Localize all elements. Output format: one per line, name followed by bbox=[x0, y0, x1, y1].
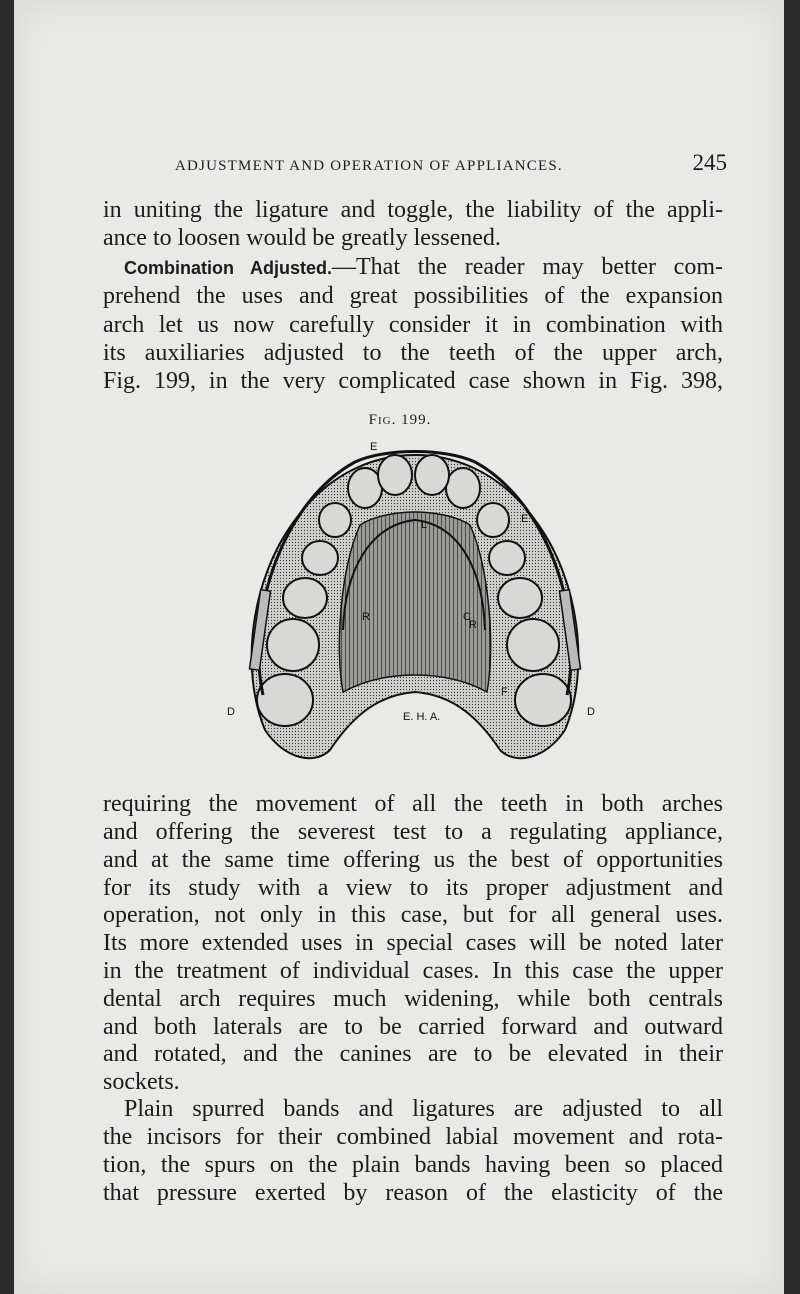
engraver-signature: E. H. A. bbox=[403, 711, 441, 723]
label-l: L bbox=[421, 519, 428, 531]
text-line: the incisors for their combined labial movement and rota- bbox=[103, 1124, 723, 1150]
text-line: Fig. 199, in the very complicated case shown in Fig. 398, bbox=[103, 368, 723, 394]
page-header bbox=[175, 150, 727, 176]
text-fragment: —That the reader may better com- bbox=[332, 254, 723, 280]
text-line: Its more extended uses in special cases will be noted later bbox=[103, 930, 723, 956]
running-head: ADJUSTMENT AND OPERATION OF APPLIANCES. bbox=[175, 158, 563, 174]
figure-caption: Fig. 199. bbox=[368, 412, 432, 428]
label-r-left: R bbox=[362, 611, 370, 623]
paragraph-lead-line bbox=[124, 255, 723, 279]
palate bbox=[339, 512, 490, 692]
text-line: that pressure exerted by reason of the elasticity of the bbox=[103, 1180, 723, 1206]
text-line: prehend the uses and great possibilities of the expansion bbox=[103, 283, 723, 309]
text-line: in the treatment of individual cases. In this case the upper bbox=[103, 958, 723, 984]
text-line: tion, the spurs on the plain bands having been so placed bbox=[103, 1152, 723, 1178]
text-line: sockets. bbox=[103, 1069, 180, 1095]
text-line: and offering the severest test to a regulating appliance, bbox=[103, 819, 723, 845]
label-e-right: E bbox=[521, 513, 529, 525]
section-subhead: Combination Adjusted. bbox=[124, 258, 333, 278]
text-line: dental arch requires much widening, while both centrals bbox=[103, 986, 723, 1012]
text-line: in uniting the ligature and toggle, the liability of the appli- bbox=[103, 197, 723, 223]
text-line: its auxiliaries adjusted to the teeth of the upper arch, bbox=[103, 340, 723, 366]
text-line: and rotated, and the canines are to be elevated in their bbox=[103, 1041, 723, 1067]
label-c: C bbox=[463, 611, 471, 623]
page-number: 245 bbox=[692, 150, 727, 175]
text-line: for its study with a view to its proper adjustment and bbox=[103, 875, 723, 901]
text-line: requiring the movement of all the teeth in both arches bbox=[103, 791, 723, 817]
text-line: and both laterals are to be carried forward and outward bbox=[103, 1014, 723, 1040]
label-r-right: R bbox=[469, 619, 477, 631]
text-line: ance to loosen would be greatly lessened. bbox=[103, 225, 501, 251]
text-line: arch let us now carefully consider it in combination with bbox=[103, 312, 723, 338]
text-line: and at the same time offering us the best of opportunities bbox=[103, 847, 723, 873]
text-line: Plain spurred bands and ligatures are adjusted to all bbox=[124, 1096, 723, 1122]
label-d-left: D bbox=[227, 706, 235, 718]
dental-arch-illustration bbox=[225, 430, 605, 775]
figure-dental-arch bbox=[225, 430, 605, 775]
label-d-right: D bbox=[587, 706, 595, 718]
label-f: F bbox=[501, 686, 508, 698]
label-e-top: E bbox=[370, 441, 378, 453]
text-line: operation, not only in this case, but for all general uses. bbox=[103, 902, 723, 928]
